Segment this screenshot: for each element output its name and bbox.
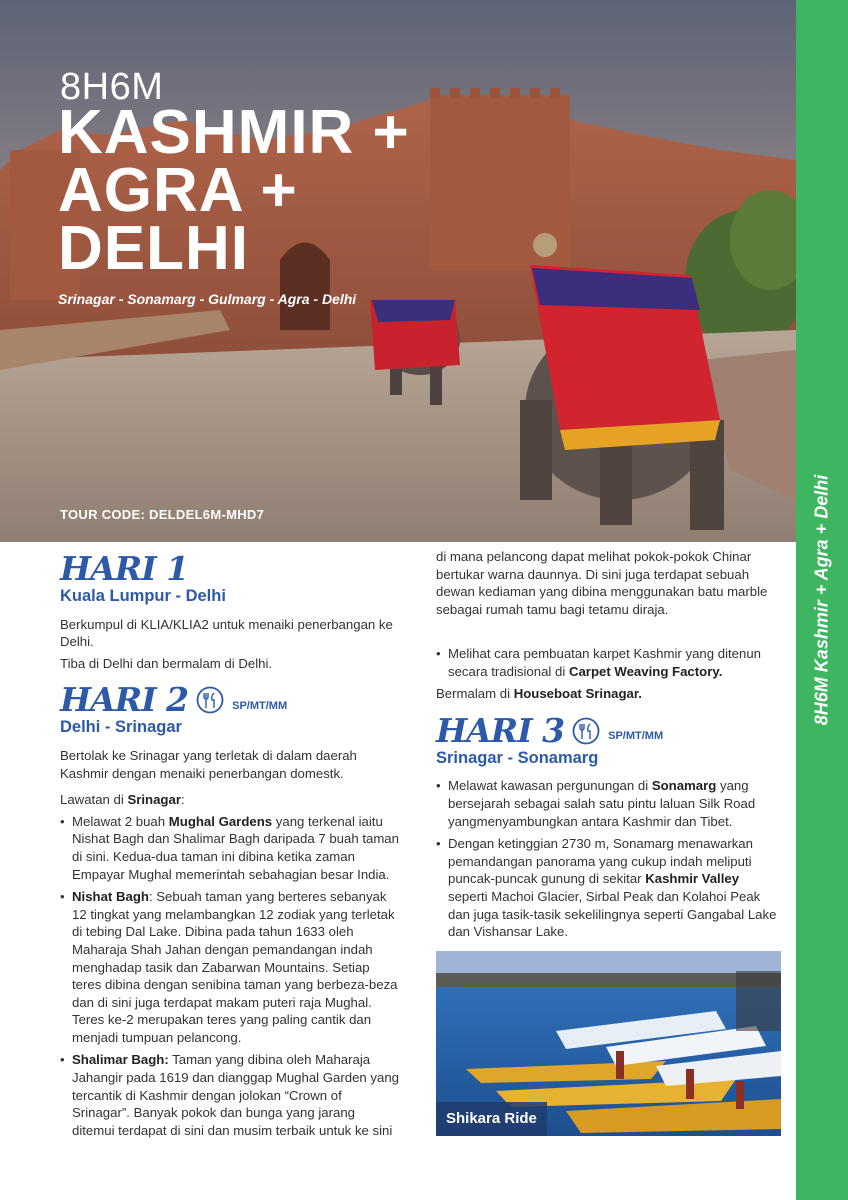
text: Taman yang dibina oleh Maharaja Jahangir pada 1619 dan dianggap Mughal Garden yang tercantik di Kashmir dengan jolokan “Crown of Srinagar”. Banyak pokok dan bunga yang jarang ditemui terdapat di sini dan musim terbaik untuk ke sini (72, 1052, 400, 1138)
day2-intro: Bertolak ke Srinagar yang terletak di dalam daerah Kashmir dengan menaiki penerbangan domestk. (60, 747, 357, 781)
itinerary-right-column (436, 548, 781, 946)
highlight: Carpet Weaving Factory. (568, 663, 723, 679)
text: yang terkenal iaitu Nishat Bagh dan Shalimar Bagh daripada 7 buah taman di sini. Kedua-dua taman ini dibina ketika zaman Empayar Mughal memerintah sebahagian besar India. (72, 813, 399, 882)
text: Melihat cara pembuatan karpet Kashmir yang ditenun secara tradisional di (448, 646, 762, 679)
tour-duration: 8H6M (60, 66, 164, 108)
itinerary-left-column (60, 548, 400, 1144)
highlight: Sonamarg (651, 778, 717, 794)
list-item (60, 813, 400, 883)
text: : Sebuah taman yang berteres sebanyak 12 tingkat yang melambangkan 12 zodiak yang terletak di tebing Dal Lake. Dibina pada tahun 1633 oleh Maharaja Shah Jahan dengan pemandangan indah menghadap tasik dan Zabarwan Mountains. Setiap teres dibina dengan senibina taman yang berbeza-beza dan di sini juga terdapat makam puteri raja Mughal. Teres ke-2 merupakan teres yang paling cantik dan menjadi tumpuan pelancong. (72, 889, 398, 1045)
side-band-title: 8H6M Kashmir + Agra + Delhi (811, 474, 832, 726)
text: Melawat kawasan pergunungan di (448, 778, 652, 794)
text: Bermalam di (436, 686, 514, 702)
shikara-photo (436, 951, 781, 1136)
tour-title-line: DELHI (58, 214, 249, 283)
text: yang bersejarah sebagai salah satu pintu laluan Silk Road yangmenyambungkan antara Kashmir dan Tibet. (448, 778, 756, 829)
day2-header (60, 681, 400, 719)
day2-overnight (436, 685, 781, 703)
continued-wrapper (436, 548, 781, 618)
tour-route: Srinagar - Sonamarg - Gulmarg - Agra - Delhi (58, 291, 357, 307)
day1-paragraph: Tiba di Delhi dan bermalam di Delhi. (60, 655, 273, 671)
text: di mana pelancong dapat melihat pokok-pokok Chinar bertukar warna daunnya. Di sini juga terdapat sebuah dewan kediaman yang dibina menggunakan batu marble sebagai rumah tamu bagi tetamu diraja. (436, 548, 768, 617)
day2-visit-line (60, 791, 400, 809)
tour-title-line: AGRA + (58, 156, 298, 225)
day2-route: Delhi - Srinagar (60, 718, 182, 737)
cutlery-icon (572, 717, 600, 745)
text: : (180, 792, 185, 808)
text: seperti Machoi Glacier, Sirbal Peak dan Kolahoi Peak dan juga tasik-tasik sekelilingnya seperti Gangabal Lake dan Vishansar Lake. (448, 888, 777, 940)
day1-route: Kuala Lumpur - Delhi (60, 587, 226, 605)
day2-meal-code: SP/MT/MM (232, 699, 288, 712)
list-item (436, 835, 781, 941)
text: Melawat 2 buah (72, 813, 169, 829)
highlight: Nishat Bagh (72, 889, 149, 905)
day1-paragraph: Berkumpul di KLIA/KLIA2 untuk menaiki penerbangan ke Delhi. (60, 616, 393, 650)
list-item (436, 645, 781, 680)
photo-caption: Shikara Ride (436, 1102, 547, 1136)
text: Dengan ketinggian 2730 m, Sonamarg menawarkan pemandangan panorama yang cukup indah meliputi puncak-puncak gunung di sekitar (448, 836, 753, 887)
tour-title-line: KASHMIR + (58, 98, 410, 167)
day3-meal-code: SP/MT/MM (608, 730, 664, 743)
day1-title: HARI 1 (60, 549, 189, 588)
cutlery-icon (196, 686, 224, 714)
day3-route: Srinagar - Sonamarg (436, 748, 599, 767)
highlight: Kashmir Valley (645, 871, 740, 887)
highlight: Houseboat Srinagar. (513, 686, 642, 702)
list-item (60, 888, 400, 1046)
day2-activity-list (60, 813, 400, 1140)
hero-banner (0, 0, 796, 542)
day2-continued-text (436, 548, 781, 636)
highlight: Mughal Gardens (168, 813, 273, 829)
day3-title: HARI 3 (436, 710, 565, 750)
list-item (60, 1051, 400, 1139)
day1-header (60, 550, 400, 588)
day2-title: HARI 2 (60, 680, 189, 720)
text: Lawatan di (60, 792, 128, 808)
side-band (796, 0, 848, 1200)
day3-activity-list (436, 777, 781, 940)
highlight: Shalimar Bagh: (72, 1052, 169, 1068)
day3-header (436, 712, 781, 750)
list-item (436, 777, 781, 830)
tour-title (58, 98, 410, 283)
day2-activity-list-continued (436, 645, 781, 680)
visit-city: Srinagar (127, 792, 181, 808)
tour-code: TOUR CODE: DELDEL6M-MHD7 (60, 507, 265, 522)
